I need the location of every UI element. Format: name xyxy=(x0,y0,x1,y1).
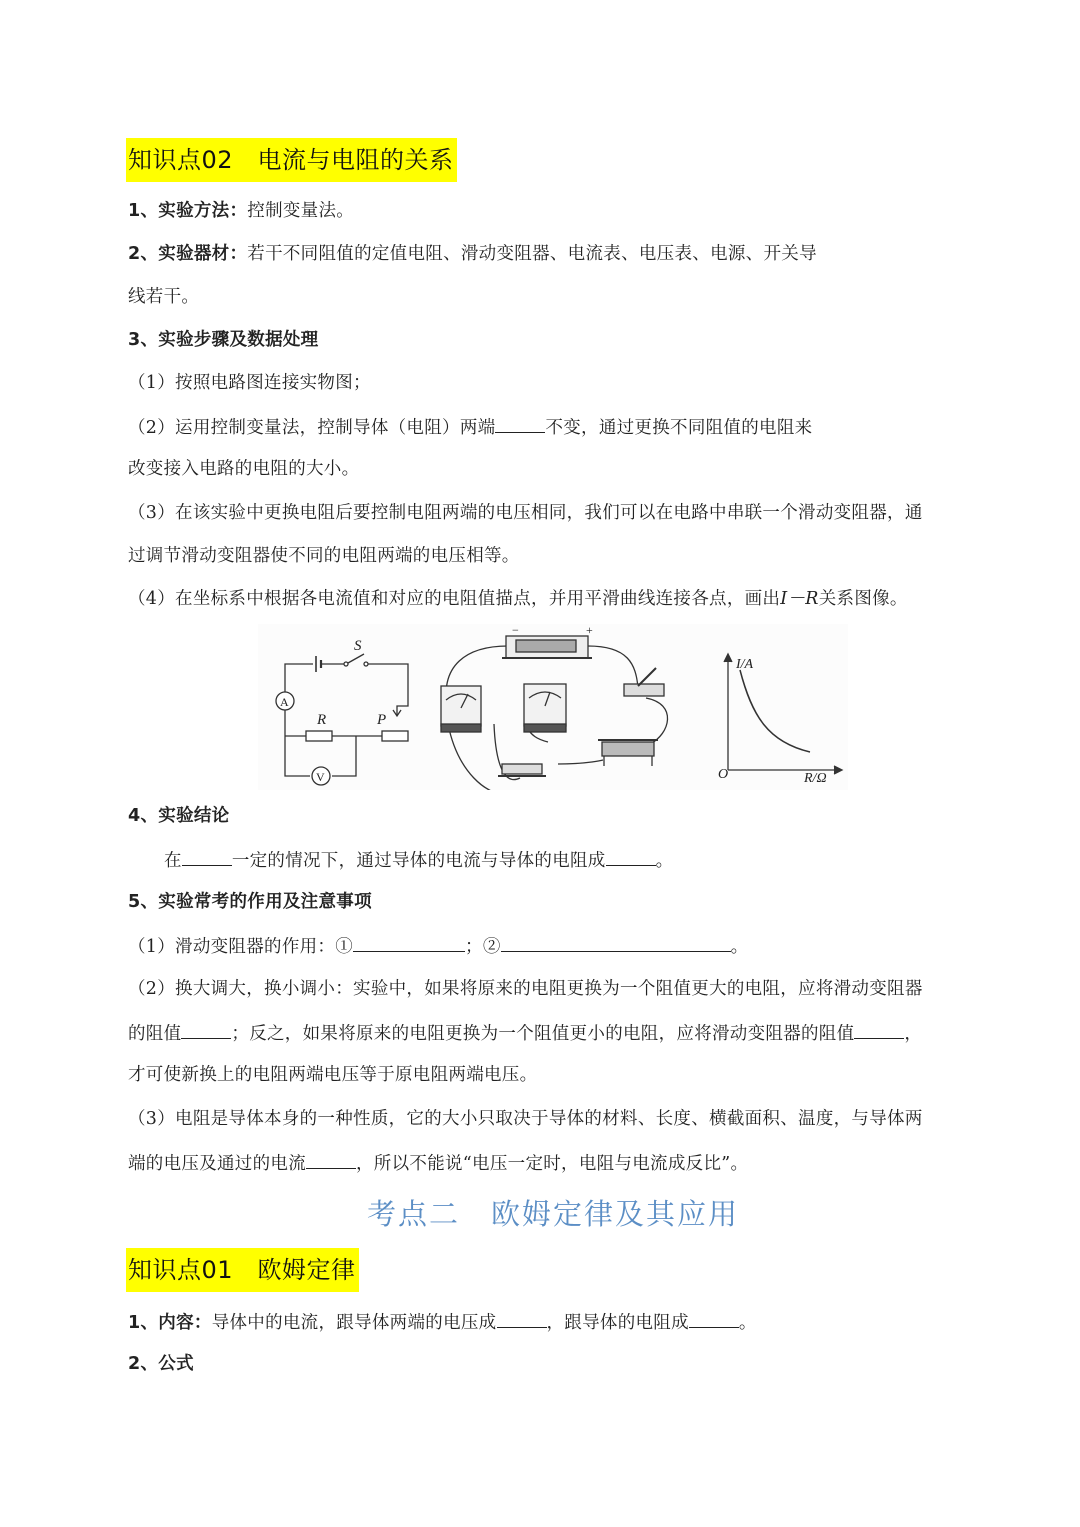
resistor-icon xyxy=(306,731,332,741)
knowledge-point-heading xyxy=(126,1248,359,1292)
note-1 xyxy=(128,933,748,959)
conclusion-text xyxy=(164,847,673,873)
step-2-cont: 改变接入电路的电阻的大小。 xyxy=(128,459,360,479)
fill-blank[interactable] xyxy=(495,414,545,433)
step-2 xyxy=(128,414,812,440)
text: 导体中的电流，跟导体两端的电压成 xyxy=(211,1313,497,1333)
text: ，跟导体的电阻成 xyxy=(546,1313,689,1333)
text: 端的电压及通过的电流 xyxy=(128,1154,306,1174)
relation-variable: I－R xyxy=(780,589,819,609)
switch-label: S xyxy=(354,638,362,654)
text: 。 xyxy=(655,851,674,871)
text: ， xyxy=(904,1024,923,1044)
step-text: 关系图像。 xyxy=(818,589,908,609)
rheostat-icon xyxy=(382,731,408,741)
text: （1）滑动变阻器的作用：① xyxy=(128,937,354,957)
item-notes-label: 5、实验常考的作用及注意事项 xyxy=(128,892,372,912)
step-4 xyxy=(128,587,908,611)
origin-label: O xyxy=(718,767,729,782)
fill-blank[interactable] xyxy=(854,1020,904,1039)
step-text: （2）运用控制变量法，控制导体（电阻）两端 xyxy=(128,418,496,438)
knowledge-point-heading xyxy=(126,138,457,182)
resistor-label: R xyxy=(317,712,327,728)
item-text: 控制变量法。 xyxy=(247,201,355,221)
step-1: （1）按照电路图连接实物图； xyxy=(128,373,371,393)
fill-blank[interactable] xyxy=(497,1309,547,1328)
fill-blank[interactable] xyxy=(182,847,232,866)
item-equipment xyxy=(128,242,817,266)
rheostat-label: P xyxy=(377,712,387,728)
item-label: 1、内容： xyxy=(128,1313,212,1333)
experiment-figures xyxy=(258,624,858,790)
battery-plus: + xyxy=(586,624,593,637)
voltmeter-label: V xyxy=(316,770,325,784)
ammeter-label: A xyxy=(280,695,289,709)
note-2-end: 才可使新换上的电阻两端电压等于原电阻两端电压。 xyxy=(128,1065,538,1085)
text: 在 xyxy=(164,851,182,871)
item-steps-label: 3、实验步骤及数据处理 xyxy=(128,330,319,350)
text: ；② xyxy=(465,937,501,957)
note-2: （2）换大调大，换小调小：实验中，如果将原来的电阻更换为一个阻值更大的电阻，应将滑动变阻器 xyxy=(128,979,923,999)
section-title: 考点二 欧姆定律及其应用 xyxy=(366,1197,739,1231)
note-2-cont xyxy=(128,1020,922,1046)
heading-number: 知识点02 xyxy=(128,146,234,174)
item-text: 若干不同阻值的定值电阻、滑动变阻器、电流表、电压表、电源、开关导 xyxy=(247,244,817,264)
battery-minus: − xyxy=(512,624,519,637)
text: 一定的情况下，通过导体的电流与导体的电阻成 xyxy=(231,851,606,871)
step-3-cont: 过调节滑动变阻器使不同的电阻两端的电压相等。 xyxy=(128,546,520,566)
item-method xyxy=(128,199,354,223)
text: ，所以不能说“电压一定时，电阻与电流成反比”。 xyxy=(356,1154,749,1174)
fill-blank[interactable] xyxy=(353,933,465,952)
step-3: （3）在该实验中更换电阻后要控制电阻两端的电压相同，我们可以在电路中串联一个滑动变阻器，通 xyxy=(128,503,923,523)
fill-blank[interactable] xyxy=(306,1150,356,1169)
ohm-content xyxy=(128,1309,757,1335)
knife-switch-icon xyxy=(624,684,664,696)
heading-title: 电流与电阻的关系 xyxy=(257,146,454,174)
resistor-block-icon xyxy=(502,764,542,774)
fill-blank[interactable] xyxy=(181,1020,231,1039)
item-equipment-cont: 线若干。 xyxy=(128,287,200,307)
step-text: 不变，通过更换不同阻值的电阻来 xyxy=(545,418,813,438)
text: ；反之，如果将原来的电阻更换为一个阻值更小的电阻，应将滑动变阻器的阻值 xyxy=(231,1024,855,1044)
text: 的阻值 xyxy=(128,1024,182,1044)
item-conclusion-label: 4、实验结论 xyxy=(128,806,230,826)
y-axis-label: I/A xyxy=(736,657,754,672)
fill-blank[interactable] xyxy=(501,933,731,952)
fill-blank[interactable] xyxy=(689,1309,739,1328)
note-3-cont xyxy=(128,1150,748,1176)
step-text: （4）在坐标系中根据各电流值和对应的电阻值描点，并用平滑曲线连接各点，画出 xyxy=(128,589,781,609)
sliding-rheostat-icon xyxy=(602,742,654,756)
text: 。 xyxy=(738,1313,757,1333)
heading-title: 欧姆定律 xyxy=(257,1256,356,1284)
text: 。 xyxy=(730,937,749,957)
note-3: （3）电阻是导体本身的一种性质，它的大小只取决于导体的材料、长度、横截面积、温度，与导体两 xyxy=(128,1109,923,1129)
heading-number: 知识点01 xyxy=(128,1256,234,1284)
fill-blank[interactable] xyxy=(606,847,656,866)
item-label: 2、实验器材： xyxy=(128,244,248,264)
x-axis-label: R/Ω xyxy=(804,771,827,786)
item-label: 1、实验方法： xyxy=(128,201,248,221)
ohm-formula-label: 2、公式 xyxy=(128,1354,194,1374)
meter-icon xyxy=(441,686,481,726)
